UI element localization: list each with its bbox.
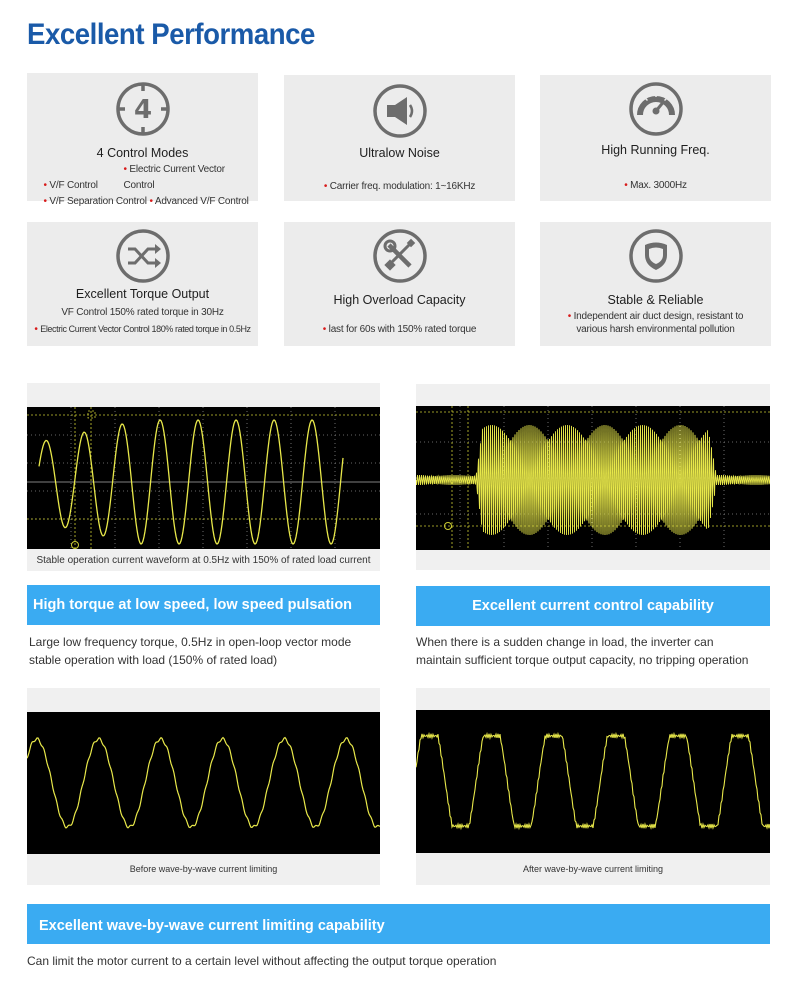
feature-items: • Max. 3000Hz <box>624 180 687 191</box>
waveform-caption: Before wave-by-wave current limiting <box>129 864 278 874</box>
speedometer-icon <box>628 81 684 137</box>
number-4-icon <box>115 81 171 137</box>
section-heading-wave-limiting: Excellent wave-by-wave current limiting capability <box>27 904 770 944</box>
feature-title: 4 Control Modes <box>96 146 189 160</box>
feature-item: Electric Current Vector Control 180% rated torque in 0.5Hz <box>40 324 251 334</box>
feature-title: Ultralow Noise <box>359 146 440 160</box>
tools-icon <box>372 228 428 284</box>
feature-title: Excellent Torque Output <box>75 287 210 301</box>
feature-item: Advanced V/F Control <box>154 196 249 207</box>
feature-card-control-modes <box>27 73 258 207</box>
feature-card-stable-reliable <box>540 222 771 346</box>
waveform-trace <box>27 407 380 549</box>
section-heading-low-speed: High torque at low speed, low speed pulsation <box>27 585 380 625</box>
waveform-trace <box>416 406 770 550</box>
waveform-caption: Stable operation current waveform at 0.5Hz with 150% of rated load current <box>36 555 371 566</box>
section-description-wave-limiting: Can limit the motor current to a certain level without affecting the output torque operation <box>27 954 497 968</box>
waveform-trace <box>416 710 770 853</box>
section-description-current-control: When there is a sudden change in load, the inverter can maintain sufficient torque output capacity, no tripping operation <box>416 635 749 667</box>
oscilloscope-screen <box>27 407 380 549</box>
feature-card-ultralow-noise <box>284 75 515 201</box>
section-description-low-speed: Large low frequency torque, 0.5Hz in open-loop vector mode stable operation with load (150% of rated load) <box>29 635 352 667</box>
feature-item: Independent air duct design, resistant to <box>573 311 744 322</box>
feature-title: High Running Freq. <box>601 143 710 157</box>
feature-item: Electric Current Vector Control <box>123 164 225 191</box>
feature-items: VF Control 150% rated torque in 30Hz • Electric Current Vector Control 180% rated torque in 0.5Hz <box>34 307 251 335</box>
svg-text:4: 4 <box>133 95 152 125</box>
waveform-panel-current-control <box>416 384 770 570</box>
page-title: Excellent Performance <box>27 18 315 51</box>
feature-item: VF Control 150% rated torque in 30Hz <box>61 307 224 318</box>
feature-title: High Overload Capacity <box>333 293 466 307</box>
oscilloscope-screen <box>416 710 770 853</box>
feature-item: V/F Separation Control <box>49 196 147 207</box>
feature-item: various harsh environmental pollution <box>576 324 735 335</box>
shield-icon <box>628 228 684 284</box>
feature-card-overload <box>284 222 515 346</box>
feature-item: Carrier freq. modulation: 1~16KHz <box>329 181 476 192</box>
feature-item: Max. 3000Hz <box>630 180 687 191</box>
oscilloscope-screen <box>27 712 380 854</box>
waveform-panel-after-limiting <box>416 688 770 885</box>
feature-title: Stable & Reliable <box>607 293 704 307</box>
feature-item: last for 60s with 150% rated torque <box>328 324 477 335</box>
waveform-trace <box>27 712 380 854</box>
waveform-panel-before-limiting <box>27 688 380 885</box>
feature-card-running-freq <box>540 75 771 201</box>
shuffle-icon <box>115 228 171 284</box>
feature-item: V/F Control <box>49 180 98 191</box>
oscilloscope-screen <box>416 406 770 550</box>
feature-items: • last for 60s with 150% rated torque <box>322 324 477 335</box>
feature-items: • Carrier freq. modulation: 1~16KHz <box>323 181 476 192</box>
waveform-panel-low-speed <box>27 383 380 571</box>
waveform-caption: After wave-by-wave current limiting <box>522 864 664 874</box>
feature-items: • V/F Control• Electric Current Vector Control • V/F Separation Control • Advanced V/F Control <box>43 164 249 207</box>
feature-card-torque-output <box>27 222 258 346</box>
feature-items: • Independent air duct design, resistant to various harsh environmental pollution <box>567 311 744 335</box>
speaker-icon <box>372 83 428 139</box>
section-heading-current-control: Excellent current control capability <box>416 586 770 626</box>
